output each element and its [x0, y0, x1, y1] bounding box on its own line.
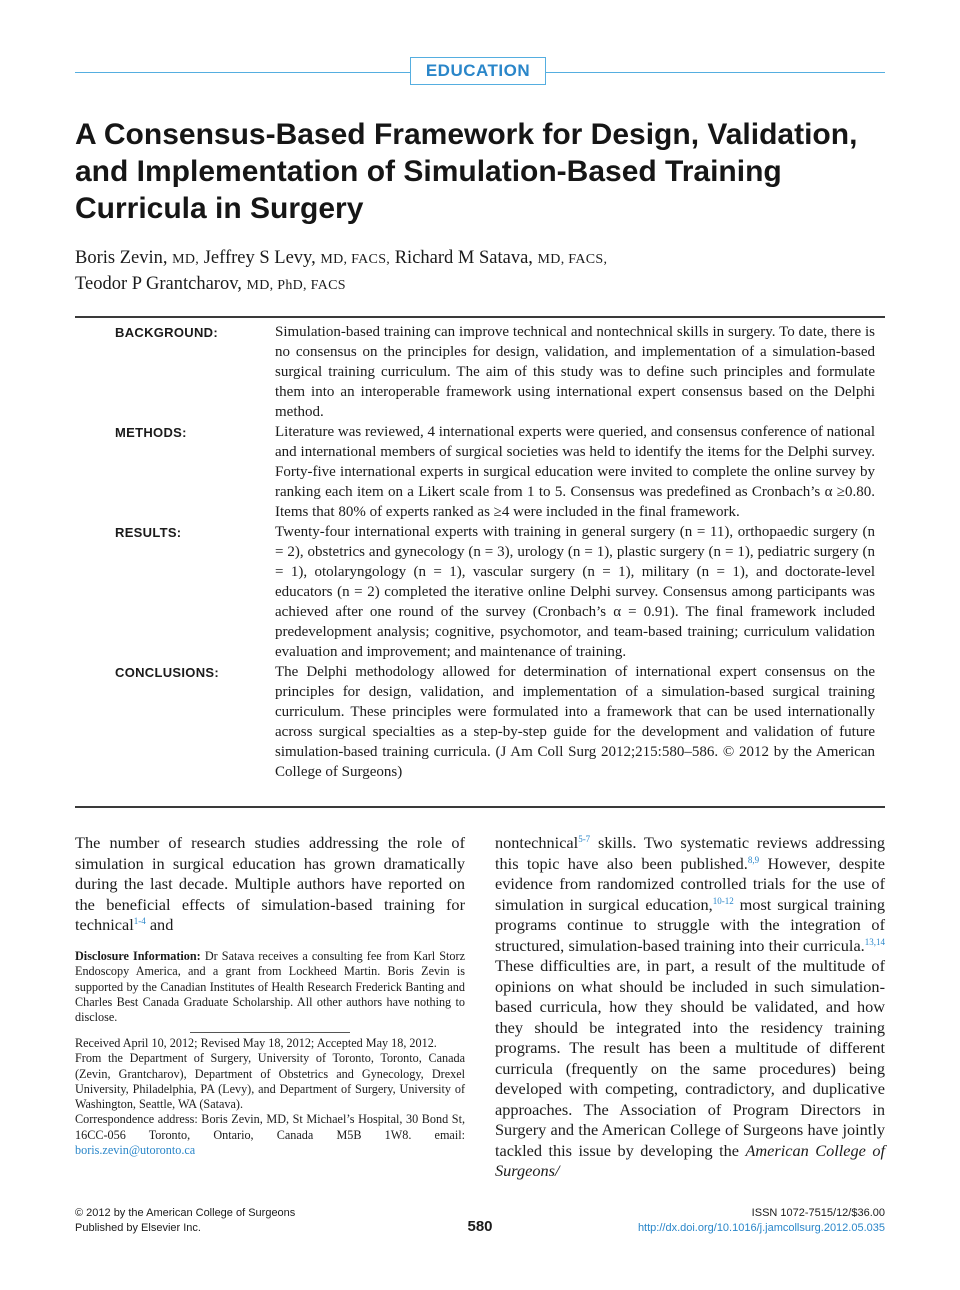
citation-link[interactable]: 13,14: [864, 936, 885, 947]
body-text: However, despite evidence from randomized controlled trials for the use of simulation in surgical education,: [495, 853, 885, 914]
email-link[interactable]: boris.zevin@utoronto.ca: [75, 1143, 196, 1158]
body-text: and: [145, 915, 174, 934]
publisher: Published by Elsevier Inc.: [75, 1222, 201, 1234]
body-text: These difficulties are, in part, a result of the multitude of opinions on what should be included in such simulation-based curricula, how they should be validated, and how they should be integrated into the residency training programs. The result has been a multitude of different curricula (frequently on the same procedures) being developed with competing, contradictory, and duplicative approaches. The Association of Program Directors in Surgery and the American College of Surgeons have jointly tackled this issue by developing the: [495, 956, 885, 1160]
author-degrees: MD, FACS,: [320, 252, 391, 267]
disclosure-label: Disclosure Information:: [75, 949, 201, 963]
author-degrees: MD, FACS,: [537, 252, 608, 267]
citation-link[interactable]: 8,9: [747, 854, 760, 865]
author-name: Teodor P Grantcharov,: [75, 274, 242, 294]
abstract-bottom-rule: [75, 806, 885, 808]
section-label: EDUCATION: [410, 57, 546, 85]
abstract-text: Literature was reviewed, 4 international experts were queried, and consensus conference of national and international members of surgical societies was held to identify the items for the Delphi survey. Forty-five international experts in surgical education were invited to complete the online survey by ranking each item on a Likert scale from 1 to 5. Consensus was predefined as Cronbach’s α ≥0.80. Items that 80% of experts ranked as ≥4 were included in the final framework.: [275, 424, 875, 520]
affiliations: From the Department of Surgery, University of Toronto, Toronto, Canada (Zevin, Grantcharov), Department of Obstetrics and Gynecology, Drexel University, Philadelphia, PA (Levy), and Department of Surgery, University of Washington, Seattle, WA (Satava).: [75, 1051, 465, 1112]
abstract-label: BACKGROUND:: [115, 325, 218, 340]
author-name: Boris Zevin,: [75, 248, 168, 268]
footer-right: [638, 1206, 885, 1236]
body-text: nontechnical: [495, 833, 579, 852]
abstract-label: RESULTS:: [115, 525, 182, 540]
abstract-section-conclusions: [75, 662, 885, 782]
abstract-text: The Delphi methodology allowed for determination of international expert consensus on the principles for design, validation, and implementation of a simulation-based surgical training curriculum. These principles were formulated into a framework that can be used internationally across surgical specialties as a step-by-step guide for the development and validation of future simulation-based training curricula. (J Am Coll Surg 2012;215:580–586. © 2012 by the American College of Surgeons): [275, 664, 875, 780]
disclosure-note: [75, 949, 465, 1025]
abstract: [75, 322, 885, 782]
banner-line-left: [75, 72, 410, 73]
disclosure-text: Dr Satava receives a consulting fee from Karl Storz Endoscopy America, and a grant from Lockheed Martin. Boris Zevin is supported by the Canadian Institutes of Health Research Frederick Banting and Charles Best Canada Graduate Scholarship. All other authors have nothing to disclose.: [75, 949, 465, 1025]
body-text: skills. Two systematic reviews addressing this topic have also been published.: [495, 833, 885, 873]
issn: ISSN 1072-7515/12/$36.00: [751, 1207, 885, 1219]
doi-link[interactable]: http://dx.doi.org/10.1016/j.jamcollsurg.2012.05.035: [637, 1222, 885, 1234]
correspondence-address: Correspondence address: Boris Zevin, MD, St Michael’s Hospital, 30 Bond St, 16CC-056 Toronto, Ontario, Canada M5B 1W8. email:: [75, 1112, 465, 1142]
received-dates: Received April 10, 2012; Revised May 18, 2012; Accepted May 18, 2012.: [75, 1036, 437, 1050]
abstract-top-rule: [75, 316, 885, 318]
author-degrees: MD, PhD, FACS: [246, 278, 346, 293]
abstract-label: CONCLUSIONS:: [115, 665, 219, 680]
body-text-italic: American College of Surgeons/: [495, 1140, 885, 1180]
abstract-section-results: [75, 522, 885, 662]
author-list: [75, 246, 895, 298]
body-paragraph: [495, 833, 885, 1182]
author-degrees: MD,: [172, 252, 200, 267]
citation-link[interactable]: 5-7: [578, 834, 591, 844]
body-text: most surgical training programs continue to struggle with the integration of structured, simulation-based training into their curricula.: [495, 894, 885, 955]
article-notes: [75, 1036, 465, 1158]
abstract-text: Twenty-four international experts with training in general surgery (n = 11), orthopaedic surgery (n = 2), obstetrics and gynecology (n = 3), urology (n = 1), plastic surgery (n = 1), pediatric surgery (n = 1), otolaryngology (n = 1), vascular surgery (n = 1), military (n = 1), and doctorate-level educators (n = 2) completed the iterative online Delphi survey. Consensus among participants was achieved after one round of the survey (Cronbach’s α = 0.91). The final framework included predevelopment analysis; cognitive, psychomotor, and team-based training; curriculum validation evaluation and improvement; and maintenance of training.: [275, 524, 875, 660]
author-name: Jeffrey S Levy,: [203, 248, 316, 268]
abstract-label: METHODS:: [115, 425, 187, 440]
author-name: Richard M Satava,: [394, 248, 533, 268]
banner-line-right: [546, 72, 885, 73]
abstract-text: Simulation-based training can improve technical and nontechnical skills in surgery. To date, there is no consensus on the principles for design, validation, and implementation of a simulation-based surgical training curriculum. The aim of this study was to define such principles and formulate them into an interoperable framework using international expert consensus based on the Delphi method.: [275, 324, 875, 420]
page-number: 580: [467, 1218, 493, 1235]
body-column-right: [495, 833, 885, 1182]
copyright: © 2012 by the American College of Surgeons: [75, 1207, 296, 1219]
correspondence: [75, 1112, 465, 1158]
abstract-section-methods: [75, 422, 885, 522]
body-column-left: [75, 833, 465, 936]
article-title: A Consensus-Based Framework for Design, Validation, and Implementation of Simulation-Based Training Curricula in Surgery: [75, 118, 858, 225]
body-text: The number of research studies addressing the role of simulation in surgical education has grown dramatically during the last decade. Multiple authors have reported on the beneficial effects of simulation-based training for technical: [75, 833, 465, 934]
citation-link[interactable]: 1-4: [133, 916, 146, 926]
body-paragraph: [75, 833, 465, 936]
footer-left: [75, 1206, 295, 1236]
abstract-section-background: [75, 322, 885, 422]
citation-link[interactable]: 10-12: [712, 895, 734, 906]
footnote-divider: [190, 1032, 350, 1033]
